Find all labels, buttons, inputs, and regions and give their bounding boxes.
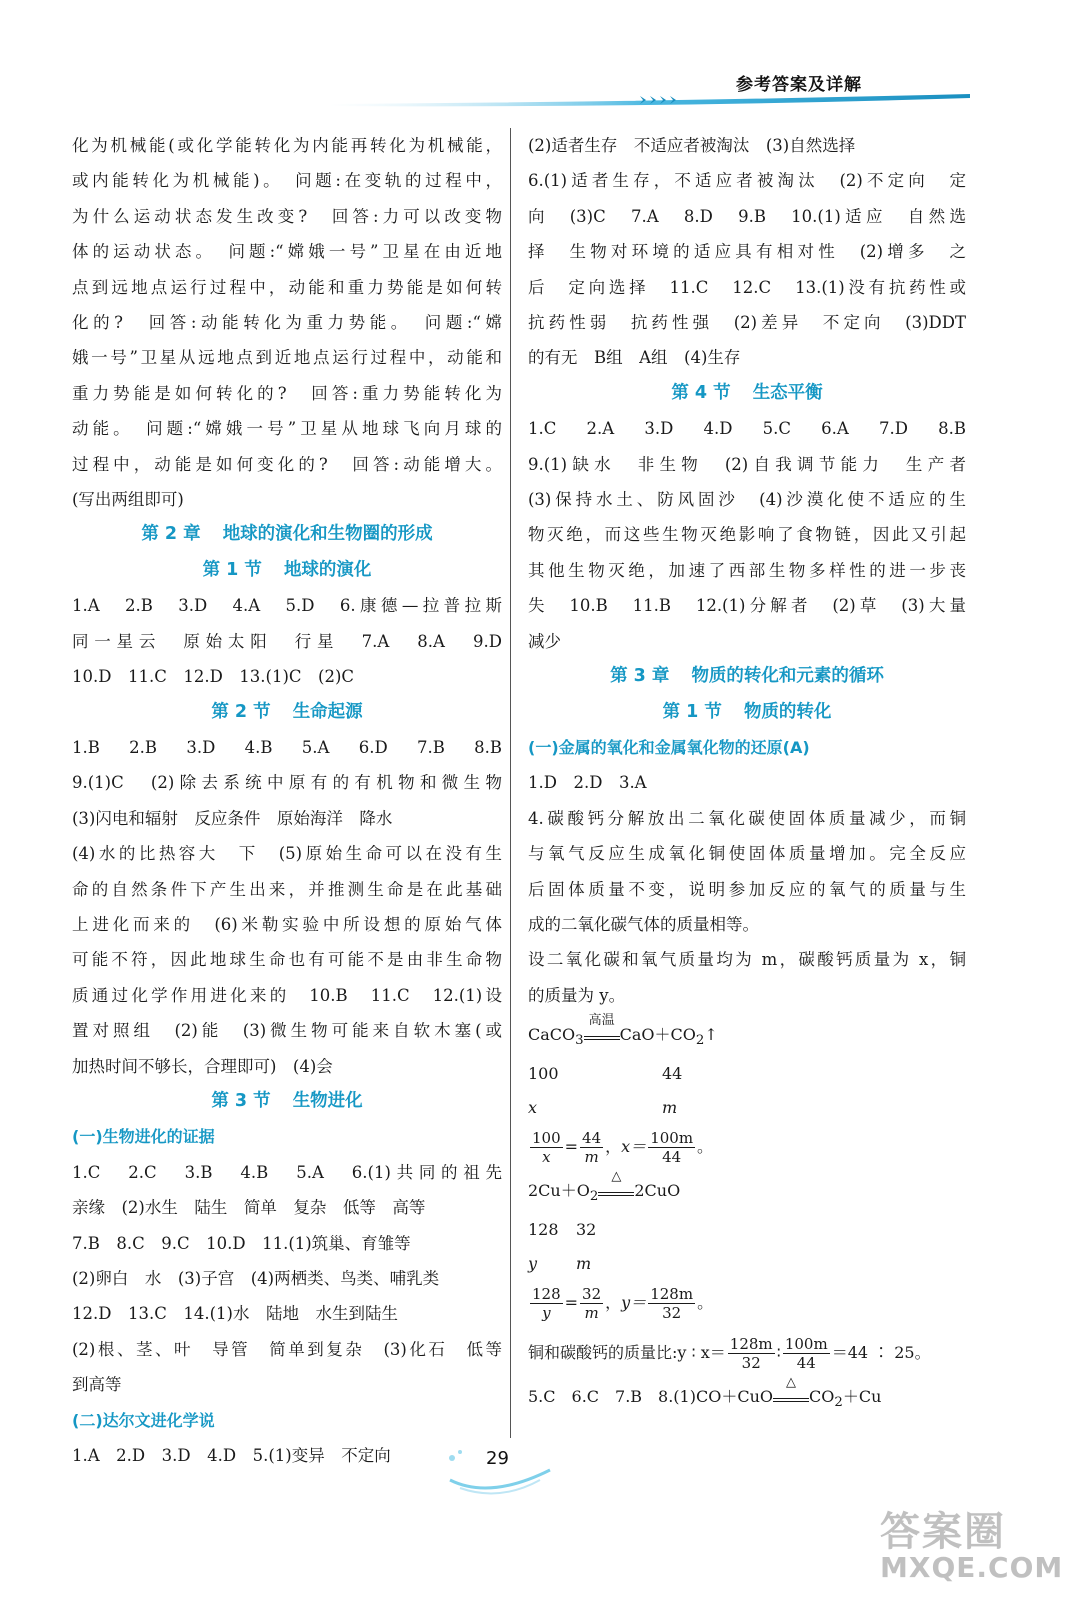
- answer-line: 设二氧化碳和氧气质量均为 m，碳酸钙质量为 x，铜: [528, 950, 966, 970]
- text-line: 动能。 问题:“嫦娥一号”卫星从地球飞向月球的: [72, 419, 502, 439]
- ratio-equation: $\frac{128}{y}$ = $\frac{32}{m}$ ，y＝ $\frac{128m}{32}$ 。: [532, 1285, 714, 1323]
- answer-line: 减少: [528, 631, 561, 651]
- text-line: 娥一号”卫星从远地点到近地点运行过程中，动能和: [72, 348, 502, 368]
- subscript: 3: [575, 1033, 584, 1049]
- mass-value: 100: [528, 1064, 559, 1084]
- section-heading: [528, 695, 966, 730]
- left-column: [72, 128, 502, 1473]
- reactant: CaCO: [528, 1025, 576, 1045]
- period: 。: [697, 1293, 714, 1313]
- section-title: 物质的转化: [743, 701, 832, 722]
- numerator: 128m: [729, 1335, 773, 1354]
- answer-line: (2)根、茎、叶 导管 简单到复杂 (3)化石 低等: [72, 1339, 502, 1359]
- answer-line: 4.碳酸钙分解放出二氧化碳使固体质量减少，而铜: [528, 808, 966, 828]
- fraction: [648, 1129, 695, 1166]
- header-title: 参考答案及详解: [736, 75, 862, 95]
- answer-line: 质通过化学作用进化来的 10.B 11.C 12.(1)设: [72, 985, 502, 1005]
- variable: y: [528, 1254, 538, 1274]
- chapter-heading: [528, 659, 966, 694]
- watermark-text: 答案圈: [880, 1509, 1006, 1555]
- answer-line: 其他生物灭绝，加速了西部生物多样性的进一步丧: [528, 560, 966, 580]
- denominator: m: [584, 1148, 599, 1167]
- variable: m: [576, 1254, 592, 1274]
- denominator: 44: [796, 1354, 816, 1373]
- ratio-equation: $\frac{100}{x}$ = $\frac{44}{m}$ ，x＝ $\frac{100m}{44}$ 。: [532, 1129, 714, 1167]
- chapter-label: 第 3 章: [610, 666, 670, 687]
- section-label: 第 4 节: [671, 382, 731, 403]
- answer-line: 亲缘 (2)水生 陆生 简单 复杂 低等 高等: [72, 1198, 426, 1218]
- gas-arrow-icon: ↑: [704, 1025, 718, 1045]
- section-heading: [72, 553, 502, 588]
- mass-value: 44: [662, 1064, 683, 1084]
- answer-line: 的质量为 y。: [528, 985, 626, 1005]
- product: CO: [809, 1387, 835, 1407]
- numerator: 100: [532, 1129, 561, 1148]
- section-label: 第 1 节: [662, 701, 722, 722]
- section-heading: [528, 376, 966, 411]
- subsection-heading: (一)金属的氧化和金属氧化物的还原(A): [528, 737, 810, 757]
- answer-line: 物灭绝，而这些生物灭绝影响了食物链，因此又引起: [528, 525, 966, 545]
- fraction: [648, 1285, 695, 1322]
- product: 2CuO: [634, 1181, 681, 1201]
- chapter-title: 物质的转化和元素的循环: [691, 666, 884, 687]
- chapter-title: 地球的演化和生物圈的形成: [222, 524, 433, 545]
- numerator: 128: [532, 1285, 561, 1304]
- mass-row: [528, 1247, 966, 1281]
- section-heading: [72, 1084, 502, 1119]
- fraction: [580, 1129, 603, 1166]
- numerator: 32: [582, 1285, 602, 1304]
- numerator: 44: [582, 1129, 602, 1148]
- ratio-sep: ∶: [776, 1343, 781, 1363]
- answer-line: (4)水的比热容大 下 (5)原始生命可以在没有生: [72, 844, 502, 864]
- answer-line: 命的自然条件下产生出来，并推测生命是在此基础: [72, 879, 502, 899]
- text-line: 化的? 回答:动能转化为重力势能。 问题:“嫦: [72, 313, 502, 333]
- fraction: [728, 1335, 775, 1372]
- answer-line: 到高等: [72, 1375, 122, 1395]
- subsection-heading: (一)生物进化的证据: [72, 1127, 215, 1147]
- answer-line: 1.C 2.A 3.D 4.D 5.C 6.A 7.D 8.B: [528, 419, 966, 439]
- answer-line: 12.D 13.C 14.(1)水 陆地 水生到陆生: [72, 1304, 398, 1324]
- product: ＋Cu: [842, 1387, 882, 1407]
- column-divider: [510, 128, 511, 1438]
- answer-line: 10.D 11.C 12.D 13.(1)C (2)C: [72, 667, 355, 687]
- watermark-url: MXQE.COM: [880, 1551, 1064, 1584]
- denominator: x: [542, 1148, 551, 1167]
- chapter-label: 第 2 章: [141, 524, 201, 545]
- answer-line: 抗药性弱 抗药性强 (2)差异 不定向 (3)DDT: [528, 313, 966, 333]
- answer-line: 上进化而来的 (6)米勒实验中所设想的原始气体: [72, 914, 502, 934]
- variable: x: [528, 1098, 538, 1118]
- mass-ratio: [528, 1331, 966, 1375]
- answer-line: 向 (3)C 7.A 8.D 9.B 10.(1)适应 自然选: [528, 206, 966, 226]
- answer-line: (2)适者生存 不适应者被淘汰 (3)自然选择: [528, 136, 856, 155]
- fraction: [783, 1335, 830, 1372]
- answer-line: 的有无 B组 A组 (4)生存: [528, 348, 741, 368]
- mass-row: [528, 1213, 966, 1247]
- answer-line: 1.B 2.B 3.D 4.B 5.A 6.D 7.B 8.B: [72, 737, 502, 757]
- period: 。: [697, 1137, 714, 1157]
- answer-prefix: 5.C 6.C 7.B 8.(1)CO＋CuO: [528, 1387, 773, 1407]
- header-decoration: [330, 90, 970, 114]
- numerator: 128m: [650, 1285, 694, 1304]
- fraction: [530, 1285, 563, 1322]
- reaction-condition: [598, 1169, 634, 1196]
- answer-line: 6.(1)适者生存，不适应者被淘汰 (2)不定向 定: [528, 171, 966, 191]
- subscript: 2: [589, 1189, 599, 1205]
- mass-value: 32: [576, 1220, 597, 1240]
- ratio-prefix: 铜和碳酸钙的质量比:y ∶ x＝: [528, 1343, 726, 1363]
- answer-line: 9.(1)缺水 非生物 (2)自我调节能力 生产者: [528, 454, 966, 474]
- chapter-heading: [72, 517, 502, 552]
- denominator: y: [542, 1304, 551, 1323]
- answer-line: 择 生物对环境的适应具有相对性 (2)增多 之: [528, 242, 966, 262]
- fraction: [530, 1129, 563, 1166]
- text-line: 点到远地点运行过程中，动能和重力势能是如何转: [72, 277, 502, 297]
- answer-line: 7.B 8.C 9.C 10.D 11.(1)筑巢、育雏等: [72, 1233, 411, 1253]
- mass-row: [528, 1091, 966, 1125]
- text-line: 为什么运动状态发生改变? 回答:力可以改变物: [72, 206, 502, 226]
- answer-line: 1.D 2.D 3.A: [528, 773, 647, 793]
- answer-line: 失 10.B 11.B 12.(1)分解者 (2)草 (3)大量: [528, 596, 966, 616]
- section-label: 第 2 节: [211, 701, 271, 722]
- answer-line: (3)闪电和辐射 反应条件 原始海洋 降水: [72, 808, 393, 828]
- answer-line: 与氧气反应生成氧化铜使固体质量增加。完全反应: [528, 844, 966, 864]
- denominator: 32: [662, 1304, 682, 1323]
- page-number: 29: [486, 1448, 509, 1469]
- denominator: 44: [662, 1148, 682, 1167]
- product: CaO＋CO: [619, 1025, 696, 1045]
- denominator: 32: [741, 1354, 761, 1373]
- answer-line: 成的二氧化碳气体的质量相等。: [528, 914, 759, 934]
- text-line: 过程中，动能是如何变化的? 回答:动能增大。: [72, 454, 502, 474]
- reactant: 2Cu＋O: [528, 1181, 590, 1201]
- fraction: [580, 1285, 603, 1322]
- heat-icon: △: [611, 1169, 622, 1185]
- answer-line: 1.C 2.C 3.B 4.B 5.A 6.(1)共同的祖先: [72, 1162, 502, 1182]
- text-line: 或内能转化为机械能)。 问题:在变轨的过程中，: [72, 171, 502, 191]
- text-line: 体的运动状态。 问题:“嫦娥一号”卫星在由近地: [72, 242, 502, 262]
- variable: y＝: [621, 1293, 647, 1313]
- answer-line: 1.A 2.D 3.D 4.D 5.(1)变异 不定向: [72, 1446, 391, 1466]
- chemical-equation: [528, 1169, 966, 1213]
- numerator: 100m: [784, 1335, 828, 1354]
- subsection-heading: (二)达尔文进化学说: [72, 1410, 215, 1430]
- answer-line: 置对照组 (2)能 (3)微生物可能来自软木塞(或: [72, 1021, 502, 1041]
- answer-line: 加热时间不够长，合理即可) (4)会: [72, 1056, 333, 1076]
- section-label: 第 3 节: [211, 1090, 271, 1111]
- subscript: 2: [834, 1395, 843, 1411]
- answer-line: 同一星云 原始太阳 行星 7.A 8.A 9.D: [72, 631, 502, 651]
- mass-value: 128: [528, 1220, 559, 1240]
- ratio-result: ＝44 ∶ 25。: [831, 1343, 931, 1363]
- text-line: 重力势能是如何转化的? 回答:重力势能转化为: [72, 383, 502, 403]
- section-label: 第 1 节: [202, 559, 262, 580]
- section-title: 生物进化: [292, 1090, 363, 1111]
- answer-line: 9.(1)C (2)除去系统中原有的有机物和微生物: [72, 773, 502, 793]
- numerator: 100m: [650, 1129, 694, 1148]
- variable: m: [662, 1098, 678, 1118]
- answer-line: 可能不符，因此地球生命也有可能不是由非生命物: [72, 950, 502, 970]
- condition-text: 高温: [588, 1013, 615, 1029]
- chemical-equation: [528, 1013, 966, 1057]
- text-line: 化为机械能(或化学能转化为内能再转化为机械能，: [72, 136, 502, 155]
- reaction-condition: [584, 1013, 620, 1040]
- answer-line: [528, 1375, 966, 1419]
- answer-line: 后固体质量不变，说明参加反应的氧气的质量与生: [528, 879, 966, 899]
- reaction-condition: [773, 1375, 809, 1402]
- variable: x＝: [621, 1137, 647, 1157]
- answer-line: (2)卵白 水 (3)子宫 (4)两栖类、鸟类、哺乳类: [72, 1269, 440, 1288]
- answer-line: 1.A 2.B 3.D 4.A 5.D 6.康德—拉普拉斯: [72, 596, 502, 616]
- mass-row: [528, 1057, 966, 1091]
- section-heading: [72, 695, 502, 730]
- watermark-logo: [880, 1500, 1080, 1600]
- section-title: 生态平衡: [752, 382, 823, 403]
- section-title: 地球的演化: [283, 559, 372, 580]
- section-title: 生命起源: [292, 701, 363, 722]
- text-line: (写出两组即可): [72, 490, 184, 510]
- right-column: [528, 128, 966, 1419]
- subscript: 2: [695, 1033, 705, 1049]
- denominator: m: [584, 1304, 599, 1323]
- heat-icon: △: [786, 1375, 796, 1391]
- answer-line: 后 定向选择 11.C 12.C 13.(1)没有抗药性或: [528, 277, 966, 297]
- answer-line: (3)保持水土、防风固沙 (4)沙漠化使不适应的生: [528, 490, 966, 510]
